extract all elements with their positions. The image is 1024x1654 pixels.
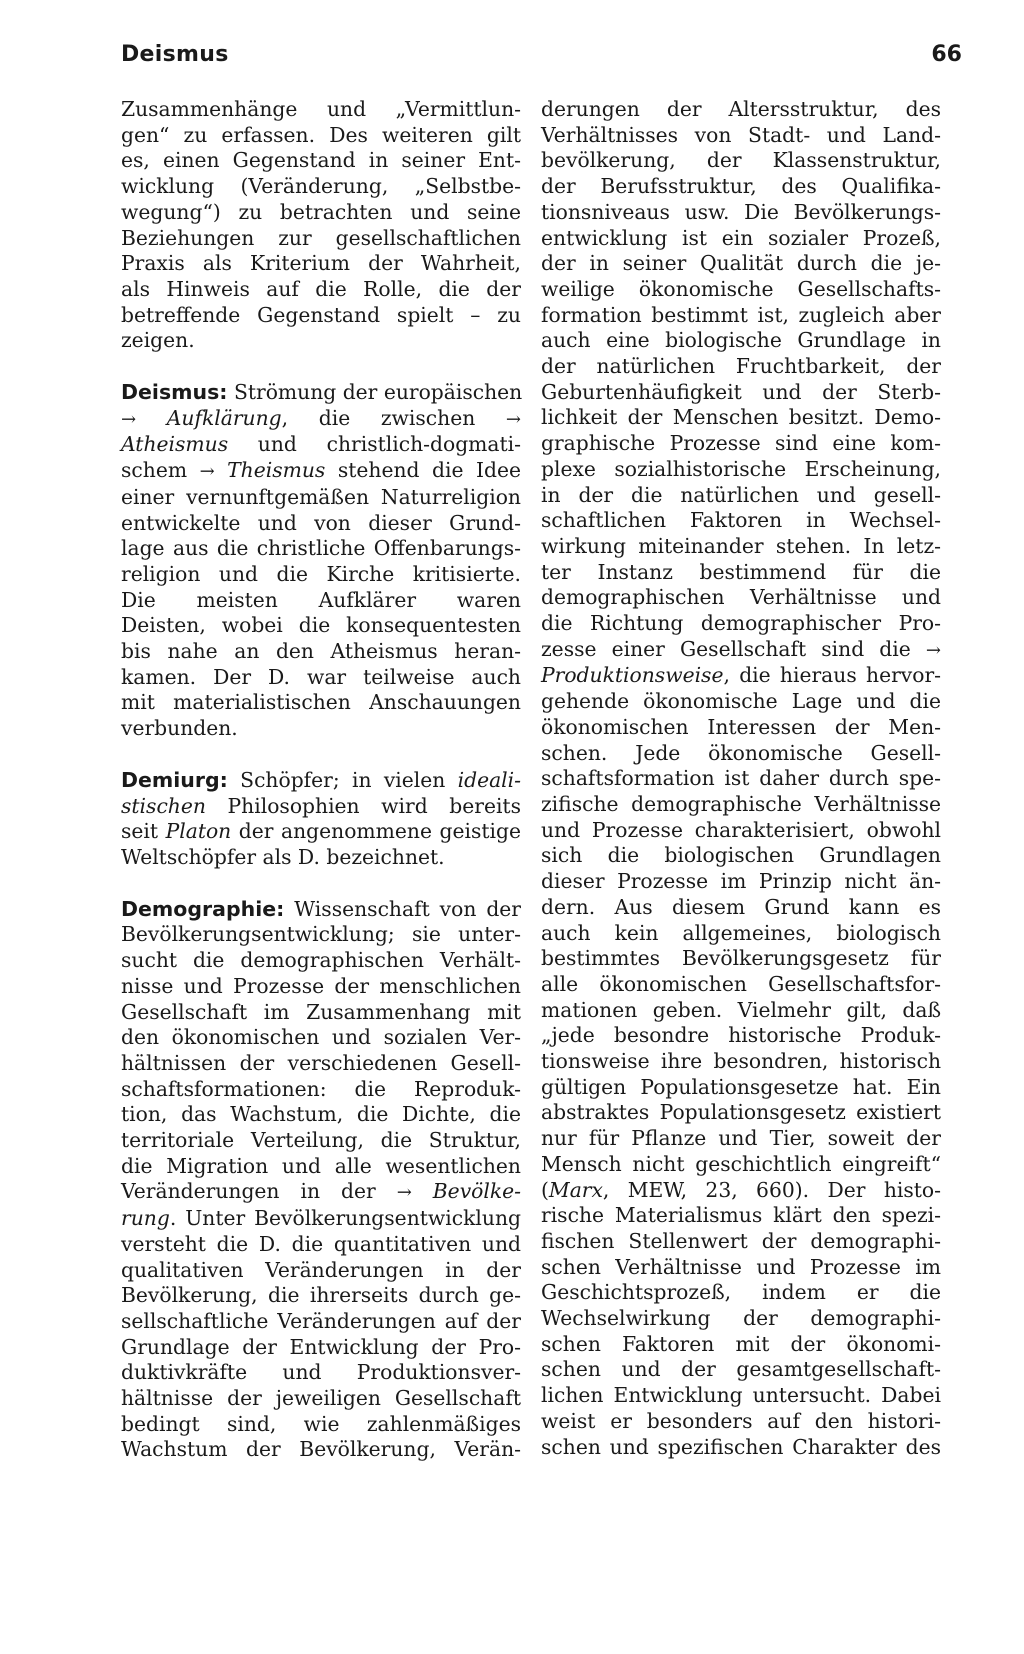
text-line: [541, 1152, 941, 1178]
text-line: [121, 380, 521, 406]
text-line: [121, 1206, 521, 1232]
text-run: bevölkerung, der Klassenstruktur,: [541, 148, 941, 173]
text-run: Verhältnisses von Stadt- und Land-: [541, 122, 941, 147]
cross-reference-term: Bevölke-: [432, 1179, 521, 1204]
text-run: formation bestimmt ist, zugleich aber: [541, 302, 941, 327]
text-run: wegung“) zu betrachten und seine: [121, 199, 521, 224]
text-run: zifische demographische Verhältnisse: [541, 791, 941, 816]
text-line: [121, 897, 521, 923]
text-line: [121, 1258, 521, 1284]
cross-reference-arrow-icon: →: [121, 408, 137, 430]
text-run: Bevölkerung, die ihrerseits durch ge-: [121, 1283, 521, 1308]
text-run: territoriale Verteilung, die Struktur,: [121, 1128, 521, 1153]
text-line: [121, 562, 521, 588]
text-line: [121, 1335, 521, 1361]
text-run: duktivkräfte und Produktionsver-: [121, 1360, 521, 1385]
text-line: [541, 818, 941, 844]
text-line: [541, 1255, 941, 1281]
text-line: [121, 1360, 521, 1386]
cross-reference-term: Produktionsweise: [541, 663, 724, 688]
text-line: [121, 1437, 521, 1463]
text-line: [541, 508, 941, 534]
cross-reference-term: Atheismus: [121, 432, 229, 457]
text-run: sellschaftliche Veränderungen auf der: [121, 1308, 521, 1333]
cross-reference-arrow-icon: →: [396, 1182, 412, 1204]
text-line: [121, 1051, 521, 1077]
text-run: versteht die D. die quantitativen und: [121, 1231, 521, 1256]
text-line: [121, 511, 521, 537]
text-run: mationen geben. Vielmehr gilt, daß: [541, 997, 941, 1022]
text-line: [121, 613, 521, 639]
text-line: [121, 485, 521, 511]
text-line: [541, 1306, 941, 1332]
text-run: die Migration und alle wesentlichen: [121, 1153, 521, 1178]
text-line: [541, 200, 941, 226]
text-line: [541, 1075, 941, 1101]
text-line: [121, 174, 521, 200]
text-line: [121, 588, 521, 614]
text-run: und christlich-dogmati-: [228, 432, 521, 457]
text-line: [541, 226, 941, 252]
text-line: [121, 1179, 521, 1206]
text-run: Bevölkerungsentwicklung; sie unter-: [121, 922, 521, 947]
text-line: [541, 689, 941, 715]
text-line: [121, 1283, 521, 1309]
text-run: Grundlage der Entwicklung der Pro-: [121, 1334, 521, 1359]
text-line: [541, 405, 941, 431]
text-line: [541, 354, 941, 380]
text-line: [121, 948, 521, 974]
text-line: [541, 1178, 941, 1204]
cross-reference-term: rung: [121, 1206, 170, 1231]
text-run: lage aus die christliche Offenbarungs-: [121, 536, 521, 561]
text-line: [121, 1412, 521, 1438]
text-line: [121, 1102, 521, 1128]
text-line: [541, 1100, 941, 1126]
cross-reference-term: Theismus: [227, 458, 326, 483]
text-line: [541, 637, 941, 664]
text-run: einer vernunftgemäßen Naturreligion: [121, 484, 521, 509]
text-run: , MEW, 23, 660). Der histo-: [602, 1177, 941, 1202]
text-run: wicklung (Veränderung, „Selbstbe-: [121, 174, 521, 199]
text-run: fischen Stellenwert der demographi-: [541, 1228, 941, 1253]
text-line: [541, 869, 941, 895]
text-line: [541, 1409, 941, 1435]
text-run: Beziehungen zur gesellschaftlichen: [121, 225, 521, 250]
text-run: verbunden.: [121, 716, 238, 741]
text-line: [541, 457, 941, 483]
text-run: bis nahe an den Atheismus heran-: [121, 639, 521, 664]
text-run: tion, das Wachstum, die Dichte, die: [121, 1102, 521, 1127]
text-line: [121, 974, 521, 1000]
cross-reference-arrow-icon: →: [199, 461, 215, 483]
text-line: [121, 639, 521, 665]
cross-reference-arrow-icon: →: [925, 639, 941, 661]
text-run: derungen der Altersstruktur, des: [541, 97, 941, 121]
text-line: [541, 611, 941, 637]
text-line: [541, 1357, 941, 1383]
text-run: Mensch nicht geschichtlich eingreift“: [541, 1151, 941, 1176]
text-run: mit materialistischen Anschauungen: [121, 690, 521, 715]
cross-reference-arrow-icon: →: [505, 408, 522, 430]
text-run: schen und spezifischen Charakter des: [541, 1434, 941, 1459]
text-run: demographischen Verhältnisse und: [541, 585, 941, 610]
text-line: [121, 794, 521, 820]
text-run: schaftsformationen: die Reproduk-: [121, 1076, 521, 1101]
text-run: nur für Pflanze und Tier, soweit der: [541, 1126, 941, 1151]
text-line: [121, 1309, 521, 1335]
text-run: schen Verhältnisse und Prozesse im: [541, 1254, 941, 1279]
text-line: [541, 534, 941, 560]
text-run: weilige ökonomische Gesellschafts-: [541, 276, 941, 301]
text-run: Wechselwirkung der demographi-: [541, 1306, 941, 1331]
text-run: den ökonomischen und sozialen Ver-: [121, 1025, 521, 1050]
text-line: [541, 1435, 941, 1461]
text-run: nisse und Prozesse der menschlichen: [121, 973, 521, 998]
text-run: rische Materialismus klärt den spezi-: [541, 1203, 941, 1228]
text-line: [541, 174, 941, 200]
text-line: [121, 716, 521, 742]
text-line: [121, 845, 521, 871]
text-run: Deisten, wobei die konsequentesten: [121, 613, 521, 638]
text-line: [541, 585, 941, 611]
text-run: die Richtung demographischer Pro-: [541, 611, 941, 636]
text-run: schen und der gesamtgesellschaft-: [541, 1357, 941, 1382]
text-run: entwicklung ist ein sozialer Prozeß,: [541, 225, 941, 250]
text-line: [541, 766, 941, 792]
text-run: auch eine biologische Grundlage in: [541, 328, 941, 353]
text-line: [541, 843, 941, 869]
paragraph-gap: [121, 354, 521, 380]
text-line: [121, 1025, 521, 1051]
text-line: [541, 1383, 941, 1409]
text-line: [121, 406, 521, 433]
text-run: tionsniveaus usw. Die Bevölkerungs-: [541, 199, 941, 224]
text-run: gehende ökonomische Lage und die: [541, 689, 941, 714]
text-run: der natürlichen Fruchtbarkeit, der: [541, 354, 941, 379]
text-run: gültigen Populationsgesetze hat. Ein: [541, 1074, 941, 1099]
text-line: [541, 1126, 941, 1152]
text-line: [541, 1229, 941, 1255]
text-run: betreffende Gegenstand spielt – zu: [121, 302, 521, 327]
page-number: 66: [931, 42, 962, 67]
text-run: entwickelte und von dieser Grund-: [121, 510, 521, 535]
text-run: ökonomischen Interessen der Men-: [541, 714, 941, 739]
text-line: [541, 998, 941, 1024]
text-line: [541, 560, 941, 586]
text-line: [121, 226, 521, 252]
paragraph-gap: [121, 742, 521, 768]
text-run: weist er besonders auf den histori-: [541, 1408, 941, 1433]
text-run: „jede besondre historische Produk-: [541, 1023, 941, 1048]
text-run: Die meisten Aufklärer waren: [121, 587, 521, 612]
text-line: [541, 431, 941, 457]
text-run: der angenommene geistige: [231, 819, 521, 844]
text-run: , die zwischen: [281, 405, 506, 430]
text-run: schaftlichen Faktoren in Wechsel-: [541, 508, 941, 533]
cross-reference-term: Marx: [548, 1177, 603, 1202]
cross-reference-term: stischen: [121, 793, 206, 818]
text-run: in der die natürlichen und gesell-: [541, 482, 941, 507]
text-run: dern. Aus diesem Grund kann es: [541, 894, 941, 919]
text-line: [121, 458, 521, 485]
text-line: [121, 328, 521, 354]
text-line: [541, 303, 941, 329]
text-run: Geschichtsprozeß, indem er die: [541, 1280, 941, 1305]
text-line: [121, 1000, 521, 1026]
text-line: [121, 819, 521, 845]
text-run: schaftsformation ist daher durch spe-: [541, 766, 941, 791]
text-run: schen Faktoren mit der ökonomi-: [541, 1331, 941, 1356]
text-line: [541, 380, 941, 406]
text-line: [121, 97, 521, 123]
text-run: der in seiner Qualität durch die je-: [541, 251, 941, 276]
text-line: [541, 1203, 941, 1229]
text-run: alle ökonomischen Gesellschaftsfor-: [541, 971, 941, 996]
text-line: [541, 97, 941, 123]
text-run: [412, 1179, 433, 1203]
text-line: [121, 922, 521, 948]
text-run: Wachstum der Bevölkerung, Verän-: [121, 1437, 521, 1462]
text-line: [541, 328, 941, 354]
right-column: [541, 97, 941, 1460]
text-run: hältnisse der jeweiligen Gesellschaft: [121, 1386, 521, 1411]
text-run: der Berufsstruktur, des Qualifika-: [541, 174, 941, 199]
text-line: [121, 251, 521, 277]
text-run: (: [541, 1177, 549, 1202]
text-line: [541, 792, 941, 818]
text-run: graphische Prozesse sind eine kom-: [541, 431, 941, 456]
text-line: [541, 741, 941, 767]
text-run: abstraktes Populationsgesetz existiert: [541, 1100, 941, 1125]
text-line: [541, 251, 941, 277]
text-line: [121, 1077, 521, 1103]
text-run: hältnissen der verschiedenen Gesell-: [121, 1050, 521, 1075]
text-line: [541, 277, 941, 303]
text-run: plexe sozialhistorische Erscheinung,: [541, 456, 941, 481]
text-run: auch kein allgemeines, biologisch: [541, 920, 941, 945]
text-run: Veränderungen in der: [121, 1179, 397, 1204]
text-run: [136, 406, 167, 430]
text-run: schen. Jede ökonomische Gesell-: [541, 740, 941, 765]
text-line: [541, 895, 941, 921]
text-run: religion und die Kirche kritisierte.: [121, 561, 521, 586]
text-run: lichkeit der Menschen besitzt. Demo-: [541, 405, 941, 430]
text-line: [541, 663, 941, 689]
cross-reference-term: ideali-: [457, 767, 521, 792]
text-run: gen“ zu erfassen. Des weiteren gilt: [121, 122, 521, 147]
text-line: [121, 1128, 521, 1154]
text-line: [121, 536, 521, 562]
text-line: [541, 148, 941, 174]
text-run: Wissenschaft von der: [284, 896, 521, 921]
text-run: seit: [121, 819, 166, 844]
text-run: sich die biologischen Grundlagen: [541, 843, 941, 868]
text-run: . Unter Bevölkerungsentwicklung: [169, 1206, 521, 1231]
text-line: [541, 972, 941, 998]
text-line: [121, 690, 521, 716]
text-line: [541, 946, 941, 972]
text-line: [541, 1049, 941, 1075]
text-run: tionsweise ihre besondren, historisch: [541, 1049, 941, 1074]
text-run: Zusammenhänge und „Vermittlun-: [121, 97, 521, 121]
text-run: stehend die Idee: [325, 458, 521, 483]
text-line: [121, 768, 521, 794]
running-head: Deismus: [121, 42, 229, 67]
text-line: [121, 1386, 521, 1412]
text-run: es, einen Gegenstand in seiner Ent-: [121, 148, 521, 173]
text-line: [541, 921, 941, 947]
text-run: Strömung der europäischen: [227, 380, 523, 405]
text-run: Geburtenhäufigkeit und der Sterb-: [541, 379, 941, 404]
text-line: [541, 123, 941, 149]
text-run: Philosophien wird bereits: [205, 793, 521, 818]
text-run: schem: [121, 458, 200, 483]
text-line: [121, 1154, 521, 1180]
text-run: kamen. Der D. war teilweise auch: [121, 664, 521, 689]
left-column: [121, 97, 521, 1463]
text-run: Schöpfer; in vielen: [227, 767, 458, 792]
text-run: bedingt sind, wie zahlenmäßiges: [121, 1411, 521, 1436]
text-line: [121, 200, 521, 226]
text-run: Gesellschaft im Zusammenhang mit: [121, 999, 521, 1024]
text-run: Weltschöpfer als D. bezeichnet.: [121, 844, 445, 869]
text-line: [121, 148, 521, 174]
text-line: [121, 123, 521, 149]
text-line: [541, 483, 941, 509]
text-line: [121, 432, 521, 458]
text-line: [541, 715, 941, 741]
entry-headword: Demographie:: [121, 896, 285, 921]
text-run: bestimmtes Bevölkerungsgesetz für: [541, 946, 941, 971]
text-line: [121, 277, 521, 303]
text-run: sucht die demographischen Verhält-: [121, 948, 521, 973]
cross-reference-term: Platon: [165, 819, 232, 844]
text-run: qualitativen Veränderungen in der: [121, 1257, 521, 1282]
paragraph-gap: [121, 871, 521, 897]
text-run: Praxis als Kriterium der Wahrheit,: [121, 251, 521, 276]
text-run: wirkung miteinander stehen. In letz-: [541, 533, 941, 558]
text-line: [541, 1023, 941, 1049]
entry-headword: Demiurg:: [121, 767, 228, 792]
text-line: [121, 303, 521, 329]
text-run: zeigen.: [121, 328, 195, 353]
text-run: [215, 458, 228, 482]
text-line: [121, 665, 521, 691]
cross-reference-term: Aufklärung: [166, 405, 282, 430]
text-run: und Prozesse charakterisiert, obwohl: [541, 817, 941, 842]
text-line: [541, 1280, 941, 1306]
text-run: als Hinweis auf die Rolle, die der: [121, 276, 521, 301]
text-run: dieser Prozesse im Prinzip nicht än-: [541, 869, 941, 894]
text-run: lichen Entwicklung untersucht. Dabei: [541, 1383, 941, 1408]
text-line: [121, 1232, 521, 1258]
entry-headword: Deismus:: [121, 380, 228, 405]
text-run: zesse einer Gesellschaft sind die: [541, 636, 926, 661]
text-run: , die hieraus hervor-: [723, 663, 941, 688]
text-line: [541, 1332, 941, 1358]
text-run: ter Instanz bestimmend für die: [541, 559, 941, 584]
